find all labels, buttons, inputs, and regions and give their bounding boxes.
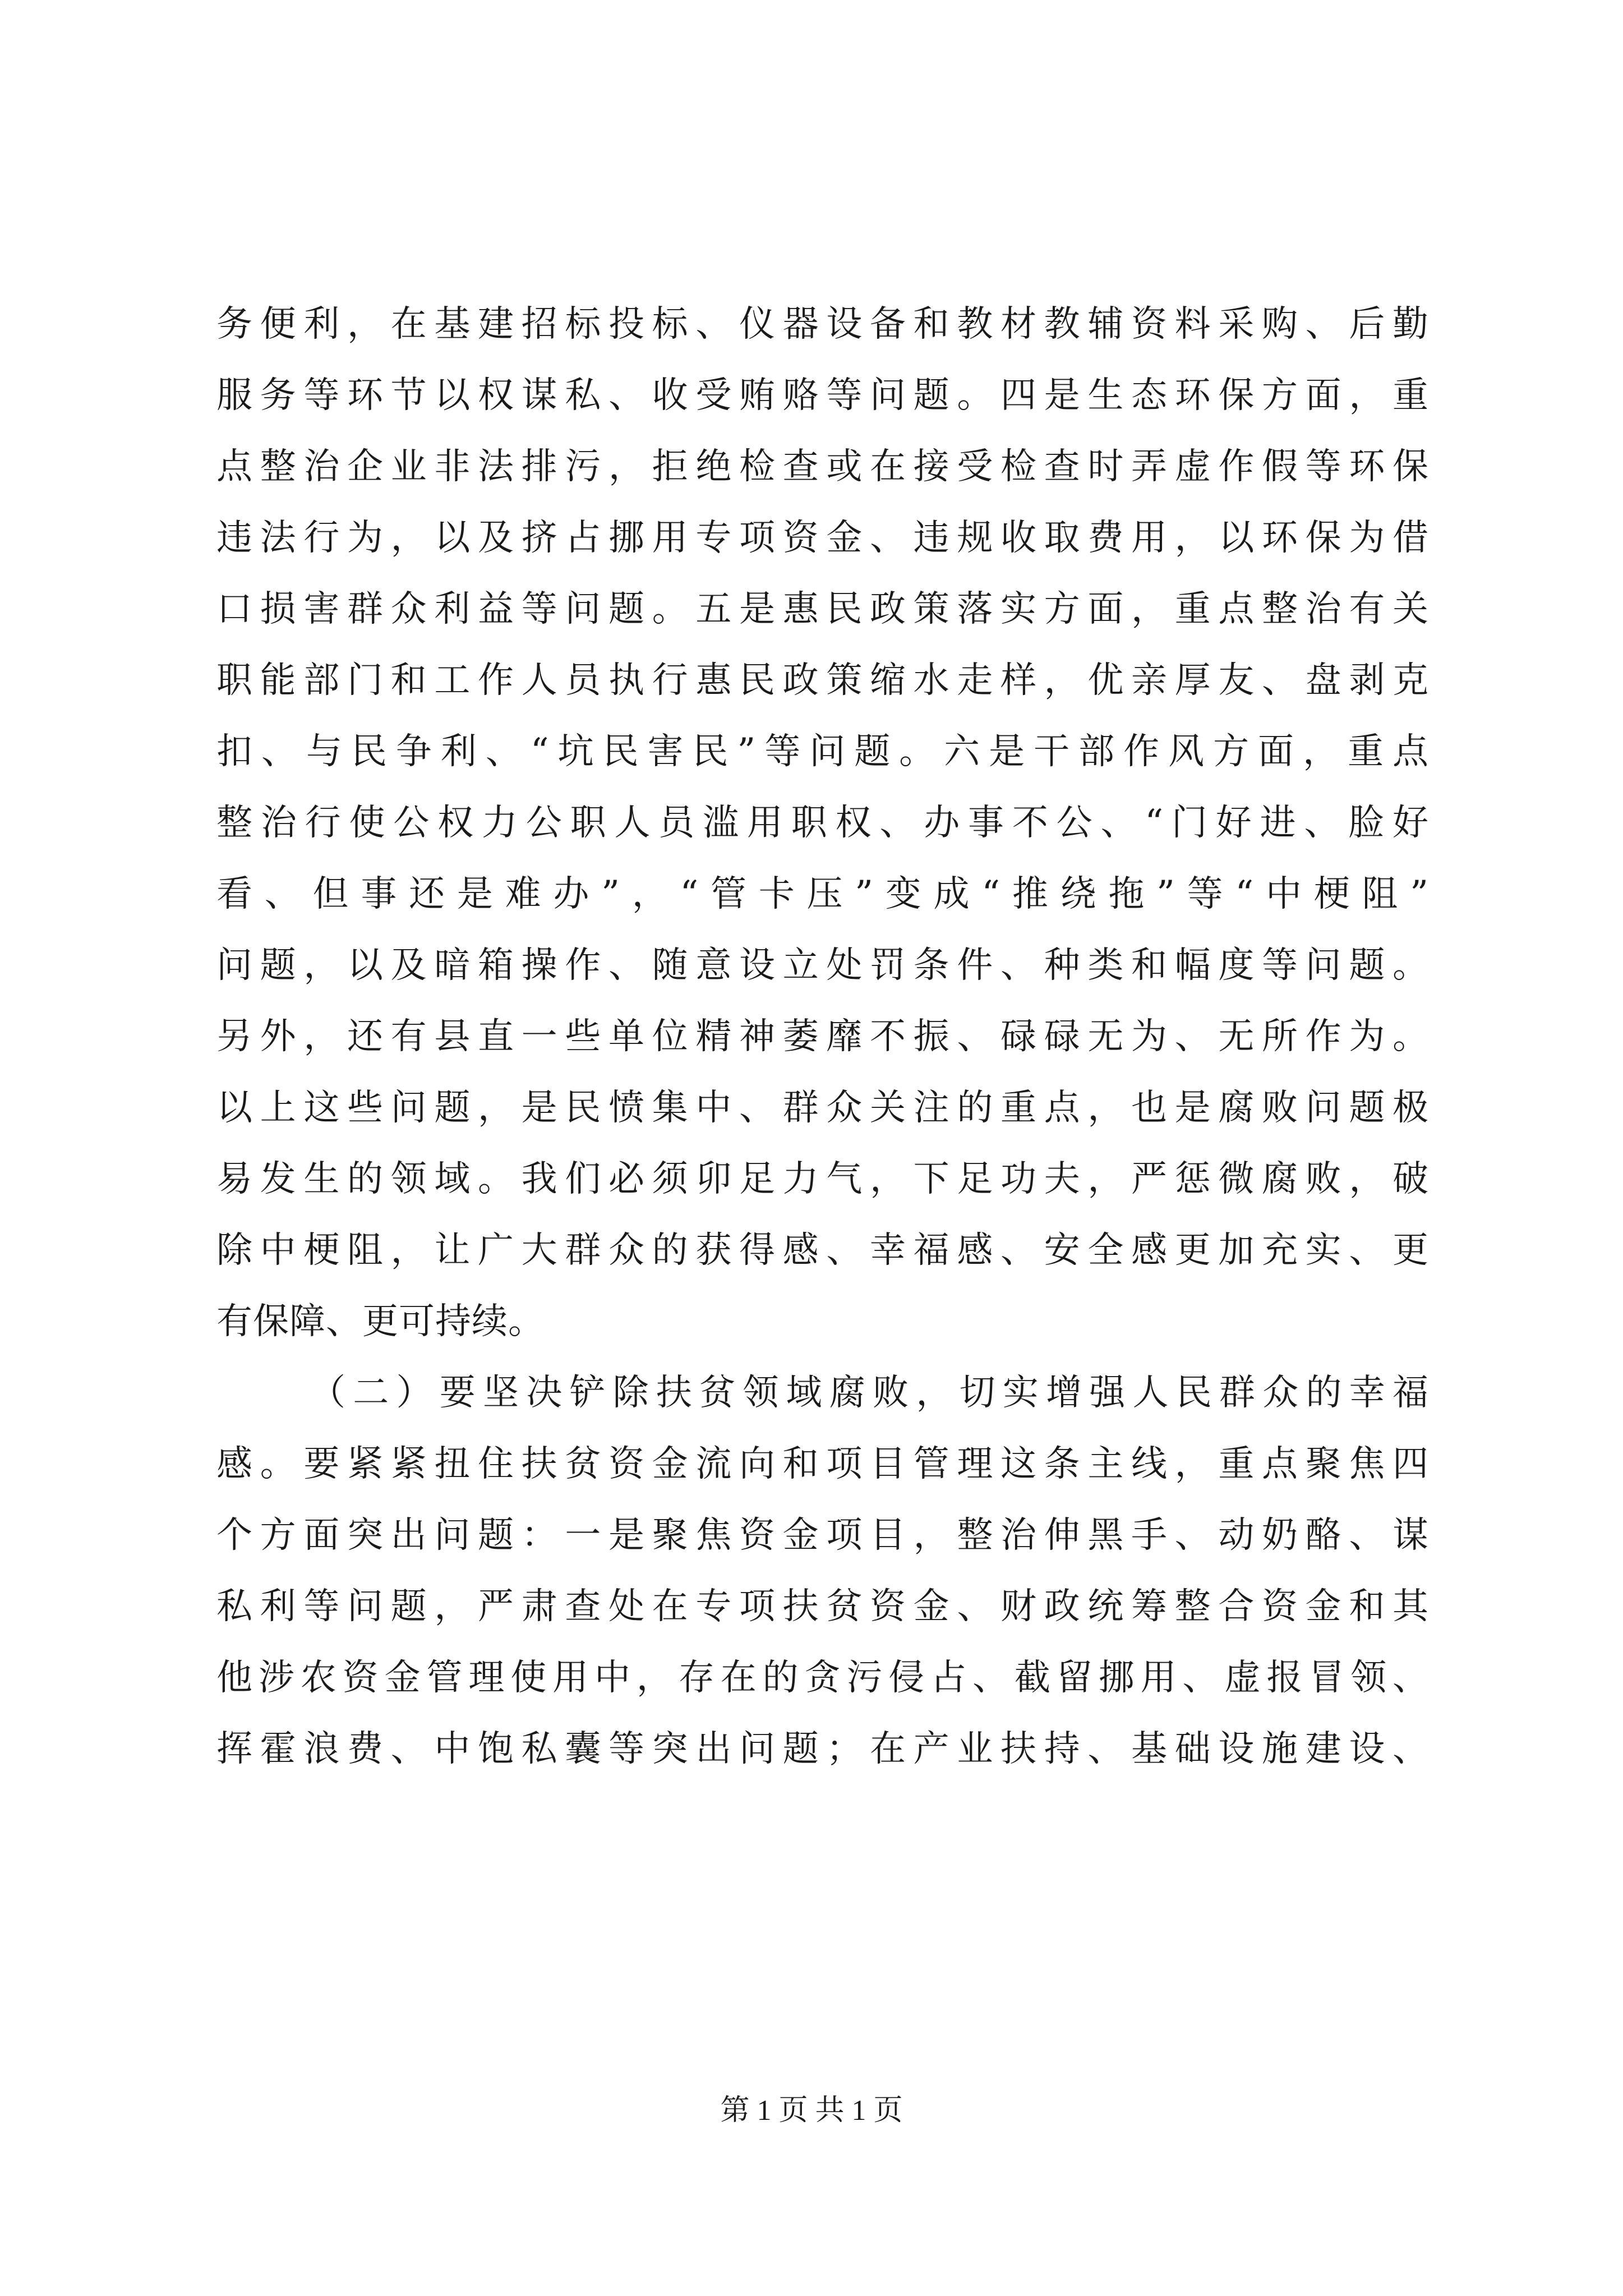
text-line: 扣、与民争利、“坑民害民”等问题。六是干部作风方面，重点 bbox=[216, 731, 1429, 772]
text-line: 点整治企业非法排污，拒绝检查或在接受检查时弄虚作假等环保 bbox=[216, 446, 1429, 487]
text-line: 他涉农资金管理使用中，存在的贪污侵占、截留挪用、虚报冒领、 bbox=[216, 1657, 1429, 1699]
text-line: 挥霍浪费、中饱私囊等突出问题；在产业扶持、基础设施建设、 bbox=[216, 1728, 1429, 1770]
page-number-footer: 第 1 页 共 1 页 bbox=[720, 2095, 903, 2127]
text-line: 另外，还有县直一些单位精神萎靡不振、碌碌无为、无所作为。 bbox=[216, 1016, 1429, 1057]
text-line: 职能部门和工作人员执行惠民政策缩水走样，优亲厚友、盘剥克 bbox=[216, 660, 1429, 701]
text-line: 务便利，在基建招标投标、仪器设备和教材教辅资料采购、后勤 bbox=[216, 303, 1429, 345]
text-line: 易发生的领域。我们必须卯足力气，下足功夫，严惩微腐败，破 bbox=[216, 1158, 1429, 1200]
text-line: 以上这些问题，是民愤集中、群众关注的重点，也是腐败问题极 bbox=[216, 1087, 1429, 1129]
text-line: 个方面突出问题：一是聚焦资金项目，整治伸黑手、动奶酪、谋 bbox=[216, 1515, 1429, 1556]
text-line: 违法行为，以及挤占挪用专项资金、违规收取费用，以环保为借 bbox=[216, 517, 1429, 559]
text-line: 整治行使公权力公职人员滥用职权、办事不公、“门好进、脸好 bbox=[216, 802, 1429, 844]
text-line: 除中梗阻，让广大群众的获得感、幸福感、安全感更加充实、更 bbox=[216, 1230, 1429, 1271]
text-line: 问题，以及暗箱操作、随意设立处罚条件、种类和幅度等问题。 bbox=[216, 945, 1429, 986]
text-line: 私利等问题，严肃查处在专项扶贫资金、财政统筹整合资金和其 bbox=[216, 1586, 1429, 1627]
text-line: 感。要紧紧扭住扶贫资金流向和项目管理这条主线，重点聚焦四 bbox=[216, 1443, 1429, 1485]
text-line: 有保障、更可持续。 bbox=[216, 1301, 545, 1342]
text-line: （二）要坚决铲除扶贫领域腐败，切实增强人民群众的幸福 bbox=[310, 1372, 1429, 1414]
text-line: 服务等环节以权谋私、收受贿赂等问题。四是生态环保方面，重 bbox=[216, 375, 1429, 416]
text-line: 看、但事还是难办”，“管卡压”变成“推绕拖”等“中梗阻” bbox=[216, 873, 1429, 915]
text-line: 口损害群众利益等问题。五是惠民政策落实方面，重点整治有关 bbox=[216, 588, 1429, 630]
